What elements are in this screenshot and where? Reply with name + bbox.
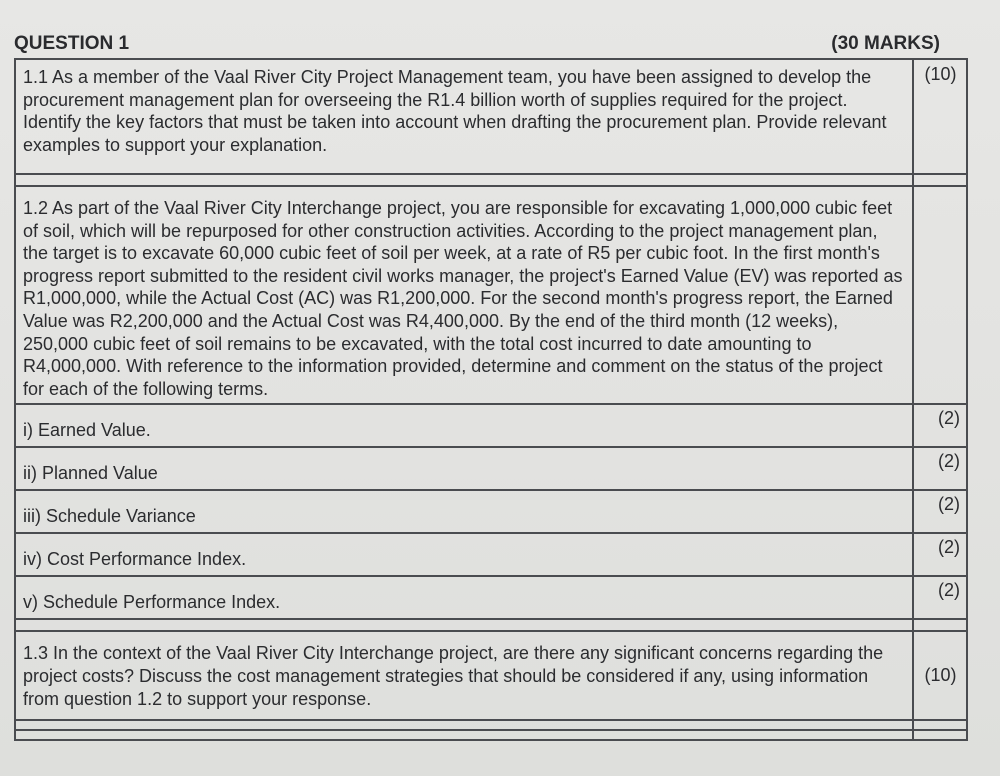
subitem-marks: (2) (913, 404, 967, 447)
subitem-row (15, 576, 967, 619)
question-1-3-marks: (10) (913, 631, 967, 720)
question-table (14, 58, 968, 741)
subitem-schedule-performance-index: v) Schedule Performance Index. (15, 576, 913, 619)
subitem-marks: (2) (913, 490, 967, 533)
question-1-2-row (15, 186, 967, 404)
subitem-earned-value: i) Earned Value. (15, 404, 913, 447)
subitem-planned-value: ii) Planned Value (15, 447, 913, 490)
question-title: QUESTION 1 (14, 33, 130, 54)
subitem-row (15, 404, 967, 447)
spacer-row (15, 730, 967, 740)
question-1-2-text: 1.2 As part of the Vaal River City Interchange project, you are responsible for excavating 1,000,000 cubic feet of soil, which will be repurposed for other construction activities. According to the project management plan, the target is to excavate 60,000 cubic feet of soil per week, at a rate of R5 per cubic foot. In the first month's progress report submitted to the resident civil works manager, the project's Earned Value (EV) was reported as R1,000,000, while the Actual Cost (AC) was R1,200,000. For the second month's progress report, the Earned Value was R2,200,000 and the Actual Cost was R4,400,000. By the end of the third month (12 weeks), 250,000 cubic feet of soil remains to be excavated, with the total cost incurred to date amounting to R4,000,000. With reference to the information provided, determine and comment on the status of the project for each of the following terms. (15, 186, 913, 404)
question-1-2-marks-cell (913, 186, 967, 404)
spacer-row (15, 619, 967, 631)
question-1-1-row (15, 59, 967, 174)
question-1-3-text: 1.3 In the context of the Vaal River City Interchange project, are there any significant concerns regarding the project costs? Discuss the cost management strategies that should be considered if any, using information from question 1.2 to support your response. (15, 631, 913, 720)
subitem-marks: (2) (913, 533, 967, 576)
subitem-marks: (2) (913, 447, 967, 490)
spacer-row (15, 174, 967, 186)
question-1-1-marks: (10) (913, 59, 967, 174)
subitem-row (15, 490, 967, 533)
subitem-schedule-variance: iii) Schedule Variance (15, 490, 913, 533)
subitem-row (15, 447, 967, 490)
subitem-marks: (2) (913, 576, 967, 619)
question-table-container (14, 58, 966, 768)
question-header (14, 30, 940, 58)
total-marks: (30 MARKS) (831, 33, 940, 54)
question-1-3-row (15, 631, 967, 720)
subitem-cost-performance-index: iv) Cost Performance Index. (15, 533, 913, 576)
question-1-1-text: 1.1 As a member of the Vaal River City Project Management team, you have been assigned to develop the procurement management plan for overseeing the R1.4 billion worth of supplies required for the project. Identify the key factors that must be taken into account when drafting the procurement plan. Provide relevant examples to support your explanation. (15, 59, 913, 174)
spacer-row (15, 720, 967, 730)
subitem-row (15, 533, 967, 576)
